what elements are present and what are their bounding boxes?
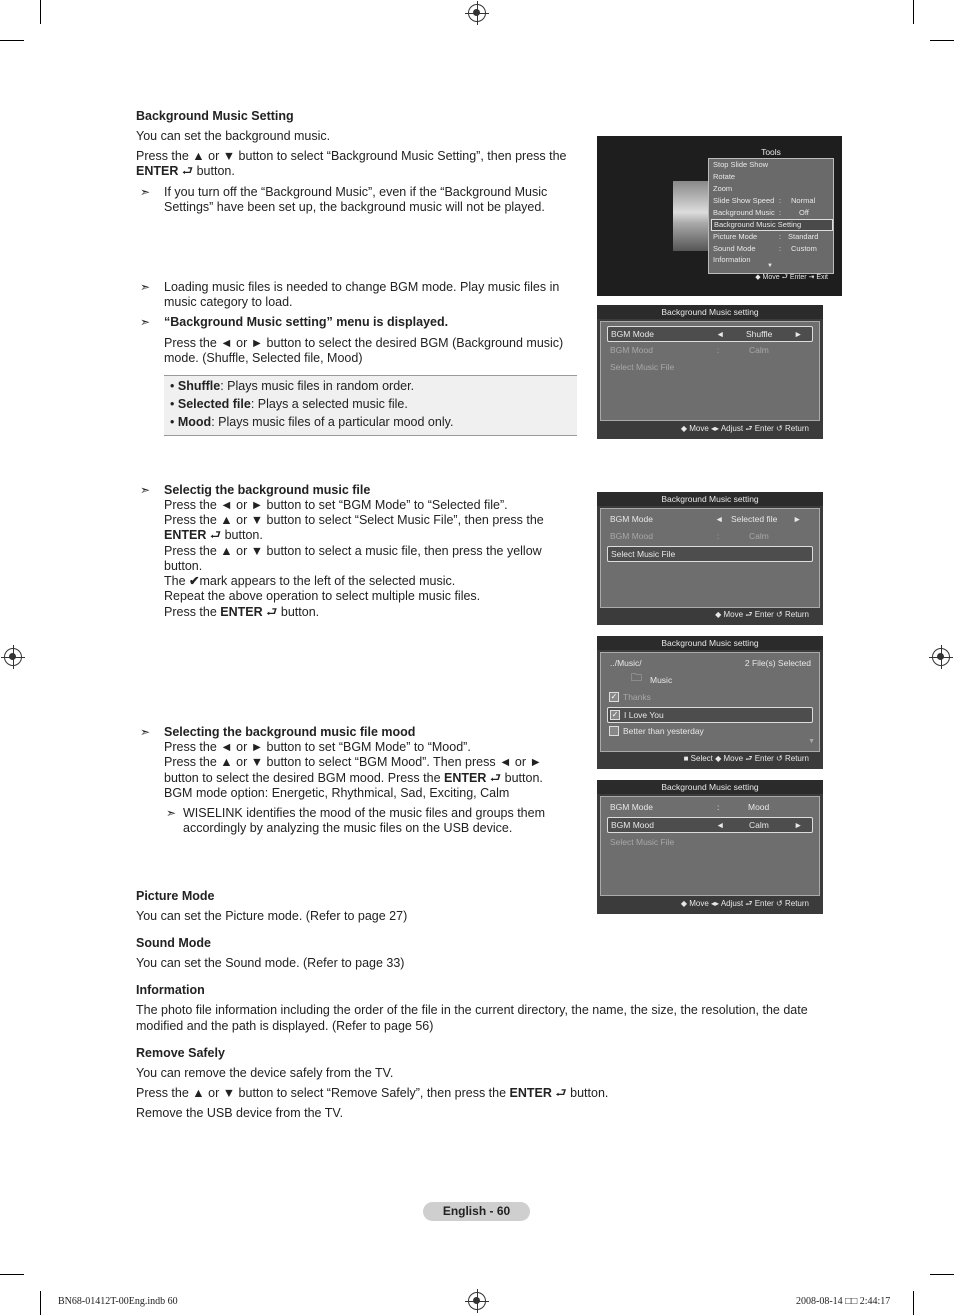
paragraph: [164, 771, 543, 787]
enter-icon: ⮐: [266, 605, 278, 619]
paragraph: You can set the Picture mode. (Refer to page 27): [136, 909, 408, 923]
file-name: I Love You: [624, 710, 664, 720]
screen-help-bar: ■ Select ◆ Move ⮐ Enter ↺ Return: [683, 754, 809, 763]
colon: :: [779, 244, 782, 253]
note-arrow-icon: ➣: [140, 483, 151, 497]
current-path: ../Music/: [610, 658, 642, 668]
screen-help-bar: ◆ Move ◂▸ Adjust ⮐ Enter ↺ Return: [680, 424, 809, 433]
paragraph: Press the ◄ or ► button to set “BGM Mode” to “Selected file”.: [164, 498, 508, 512]
row-label: BGM Mode: [611, 329, 654, 339]
screen-title: Background Music setting: [597, 305, 823, 319]
path-row: [607, 656, 813, 670]
row-value: Calm: [749, 345, 769, 355]
row-label: BGM Mode: [610, 802, 653, 812]
menu-item[interactable]: Rotate: [713, 172, 736, 181]
file-name: Better than yesterday: [623, 726, 704, 736]
paragraph: Press the ▲ or ▼ button to select “Select Music File”, then press the: [164, 513, 544, 527]
checkmark-icon: ✔: [189, 574, 200, 588]
note-heading: Selecting the background music file mood: [164, 725, 416, 739]
note: Settings” have been set up, the background music will not be played.: [164, 200, 545, 214]
paragraph: button.: [164, 559, 203, 573]
paragraph: The photo file information including the order of the file in the current directory, the name, the size, the resolution, the date: [136, 1003, 808, 1017]
text: button.: [280, 605, 320, 619]
text: The: [164, 574, 186, 588]
paragraph: Press the ◄ or ► button to set “BGM Mode” to “Mood”.: [164, 740, 471, 754]
colon: :: [717, 345, 720, 355]
enter-label: ENTER: [509, 1086, 552, 1100]
enter-label: ENTER: [444, 771, 487, 785]
row-label: BGM Mood: [611, 820, 654, 830]
row-label: BGM Mode: [610, 514, 653, 524]
text: Press the ▲ or ▼ button to select “Remove Safely”, then press the: [136, 1086, 507, 1100]
registration-mark-icon: [468, 4, 486, 22]
menu-item[interactable]: Picture Mode: [713, 232, 758, 241]
screen-title: Background Music setting: [597, 492, 823, 506]
file-row[interactable]: [607, 724, 813, 738]
text: button.: [196, 164, 235, 178]
registration-mark-icon: [4, 648, 22, 666]
paragraph: You can remove the device safely from the TV.: [136, 1066, 394, 1080]
screen-help-bar: ◆ Move ◂▸ Adjust ⮐ Enter ↺ Return: [680, 899, 809, 908]
bgm-screen-mood: [597, 780, 823, 914]
enter-icon: ⮐: [181, 164, 194, 178]
colon: :: [717, 531, 720, 541]
note-heading: “Background Music setting” menu is displayed.: [164, 315, 449, 329]
screen-panel: [600, 508, 820, 608]
scroll-down-icon[interactable]: ▼: [808, 738, 815, 745]
enter-label: ENTER: [136, 164, 179, 178]
paragraph: [164, 528, 263, 544]
folder-row[interactable]: [607, 673, 813, 687]
menu-item[interactable]: Zoom: [713, 184, 733, 193]
screen-title: Background Music setting: [597, 636, 823, 650]
text: mark appears to the left of the selected music.: [199, 574, 456, 588]
crop-mark: [40, 1291, 41, 1315]
paragraph: [164, 605, 319, 621]
note-arrow-icon: ➣: [140, 185, 151, 199]
folder-name: Music: [650, 675, 673, 685]
screen-title: Background Music setting: [597, 780, 823, 794]
checkbox-checked-icon[interactable]: ✓: [610, 692, 618, 701]
tools-help-bar: ◆ Move ⮐ Enter ⇥ Exit: [755, 274, 828, 281]
menu-item[interactable]: Slide Show Speed: [713, 196, 775, 205]
row-value: Mood: [748, 802, 770, 812]
menu-item[interactable]: Sound Mode: [713, 244, 756, 253]
row-value: Selected file: [731, 514, 778, 524]
menu-item[interactable]: Information: [713, 255, 751, 264]
enter-icon: ⮐: [209, 528, 222, 542]
paragraph: Press the ▲ or ▼ button to select “BGM Mood”. Then press ◄ or ►: [164, 755, 542, 769]
section-heading-sound: Sound Mode: [136, 936, 211, 950]
note: accordingly by analyzing the music files on the USB device.: [183, 821, 513, 835]
crop-mark: [40, 0, 41, 24]
crop-mark: [0, 1274, 24, 1275]
paragraph: Remove the USB device from the TV.: [136, 1106, 344, 1120]
list-item: • Selected file: Plays a selected music file.: [170, 397, 408, 411]
menu-value: Normal: [791, 196, 816, 205]
paragraph: Press the ▲ or ▼ button to select a music file, then press the yellow: [164, 544, 542, 558]
crop-mark: [913, 0, 914, 24]
bgm-screen-shuffle: [597, 305, 823, 439]
registration-mark-icon: [468, 1292, 486, 1310]
paragraph: [164, 574, 455, 590]
paragraph: Press the ▲ or ▼ button to select “Background Music Setting”, then press the: [136, 149, 567, 163]
footer-timestamp: 2008-08-14 □□ 2:44:17: [796, 1296, 891, 1307]
bgm-mode-row[interactable]: [607, 800, 813, 814]
screen-panel: [600, 652, 820, 752]
row-label: Select Music File: [610, 837, 675, 847]
enter-label: ENTER: [220, 605, 263, 619]
left-arrow-icon[interactable]: ◄: [715, 514, 724, 524]
paragraph: [136, 1086, 608, 1102]
footer-file-info: BN68-01412T-00Eng.indb 60: [58, 1296, 178, 1307]
menu-item-selected[interactable]: Background Music Setting: [711, 219, 833, 231]
definition: : Plays a selected music file.: [250, 397, 408, 411]
crop-mark: [913, 1291, 914, 1315]
paragraph: You can set the Sound mode. (Refer to page 33): [136, 956, 405, 970]
menu-value: Standard: [788, 232, 819, 241]
section-heading-information: Information: [136, 983, 205, 997]
text: Press the: [164, 605, 217, 619]
menu-value: Custom: [791, 244, 817, 253]
bgm-mood-row: [607, 343, 813, 357]
enter-icon: ⮐: [555, 1086, 567, 1100]
select-music-file-row: [607, 360, 813, 374]
paragraph: Repeat the above operation to select multiple music files.: [164, 589, 481, 603]
definition: : Plays music files of a particular mood only.: [211, 415, 454, 429]
left-arrow-icon[interactable]: ◄: [716, 329, 725, 339]
menu-value: Off: [799, 208, 809, 217]
folder-icon: 🗀: [631, 672, 642, 684]
list-item: • Shuffle: Plays music files in random order.: [170, 379, 415, 393]
file-name: Thanks: [623, 692, 651, 702]
text: button.: [504, 771, 543, 785]
paragraph: You can set the background music.: [136, 129, 331, 143]
screen-help-bar: ◆ Move ⮐ Enter ↺ Return: [715, 610, 809, 619]
term: Selected file: [177, 397, 251, 411]
row-value: Calm: [749, 820, 769, 830]
note: If you turn off the “Background Music”, even if the “Background Music: [164, 185, 548, 199]
paragraph: mode. (Shuffle, Selected file, Mood): [164, 351, 363, 365]
definition: : Plays music files in random order.: [220, 379, 415, 393]
file-row[interactable]: [607, 690, 813, 704]
tools-panel: [708, 158, 834, 274]
selected-count: 2 File(s) Selected: [744, 658, 811, 668]
bgm-mode-row[interactable]: [607, 326, 813, 342]
row-value: Calm: [749, 531, 769, 541]
colon: :: [779, 232, 782, 241]
row-label: Select Music File: [611, 549, 676, 559]
term: Shuffle: [177, 379, 221, 393]
note-arrow-icon: ➣: [166, 806, 177, 820]
select-music-file-row: [607, 835, 813, 849]
text: button.: [570, 1086, 609, 1100]
crop-mark: [930, 1274, 954, 1275]
colon: :: [779, 208, 782, 217]
page-number: English - 60: [423, 1202, 530, 1221]
row-label: Select Music File: [610, 362, 675, 372]
checkbox-icon[interactable]: [609, 726, 619, 736]
menu-item[interactable]: Stop Slide Show: [713, 160, 769, 169]
row-label: BGM Mood: [610, 345, 653, 355]
colon: :: [779, 196, 782, 205]
text: button to select the desired BGM mood. Press the: [164, 771, 441, 785]
note: Loading music files is needed to change BGM mode. Play music files in: [164, 280, 560, 294]
section-heading-bgm: Background Music Setting: [136, 109, 294, 123]
note-arrow-icon: ➣: [140, 725, 151, 739]
bgm-mode-row[interactable]: [607, 512, 813, 526]
note-arrow-icon: ➣: [140, 315, 151, 329]
scroll-down-icon[interactable]: ▼: [767, 263, 773, 269]
enter-label: ENTER: [164, 528, 207, 542]
enter-icon: ⮐: [489, 771, 502, 785]
section-heading-picture: Picture Mode: [136, 889, 215, 903]
paragraph: BGM mode option: Energetic, Rhythmical, Sad, Exciting, Calm: [164, 786, 510, 800]
tools-menu-screenshot: [597, 136, 842, 296]
right-arrow-icon[interactable]: ►: [793, 514, 802, 524]
note: WISELINK identifies the mood of the music files and groups them: [183, 806, 545, 820]
crop-mark: [930, 40, 954, 41]
bgm-mood-row[interactable]: [607, 817, 813, 833]
term: Mood: [177, 415, 212, 429]
paragraph: [136, 164, 235, 180]
screen-panel: [600, 321, 820, 421]
note-arrow-icon: ➣: [140, 280, 151, 294]
checkbox-checked-icon[interactable]: ✓: [611, 710, 619, 719]
paragraph: modified and the path is displayed. (Refer to page 56): [136, 1019, 434, 1033]
menu-item[interactable]: Background Music: [713, 208, 775, 217]
select-music-file-row[interactable]: [607, 546, 813, 562]
bgm-mood-row: [607, 529, 813, 543]
bgm-screen-file-list: [597, 636, 823, 769]
right-arrow-icon[interactable]: ►: [794, 820, 803, 830]
paragraph: Press the ◄ or ► button to select the desired BGM (Background music): [164, 336, 564, 350]
list-item: • Mood: Plays music files of a particular mood only.: [170, 415, 454, 429]
text: button.: [224, 528, 263, 542]
note: music category to load.: [164, 295, 293, 309]
screen-panel: [600, 796, 820, 896]
colon: :: [717, 802, 720, 812]
bgm-mode-options: [164, 375, 577, 436]
photo-thumbnail: [673, 181, 713, 251]
section-heading-remove: Remove Safely: [136, 1046, 225, 1060]
bgm-screen-selected-file: [597, 492, 823, 625]
crop-mark: [0, 40, 24, 41]
note-heading: Selectig the background music file: [164, 483, 371, 497]
tools-title: Tools: [761, 147, 781, 157]
left-arrow-icon[interactable]: ◄: [716, 820, 725, 830]
registration-mark-icon: [932, 648, 950, 666]
row-value: Shuffle: [746, 329, 773, 339]
row-label: BGM Mood: [610, 531, 653, 541]
right-arrow-icon[interactable]: ►: [794, 329, 803, 339]
file-row-selected[interactable]: [607, 707, 813, 723]
